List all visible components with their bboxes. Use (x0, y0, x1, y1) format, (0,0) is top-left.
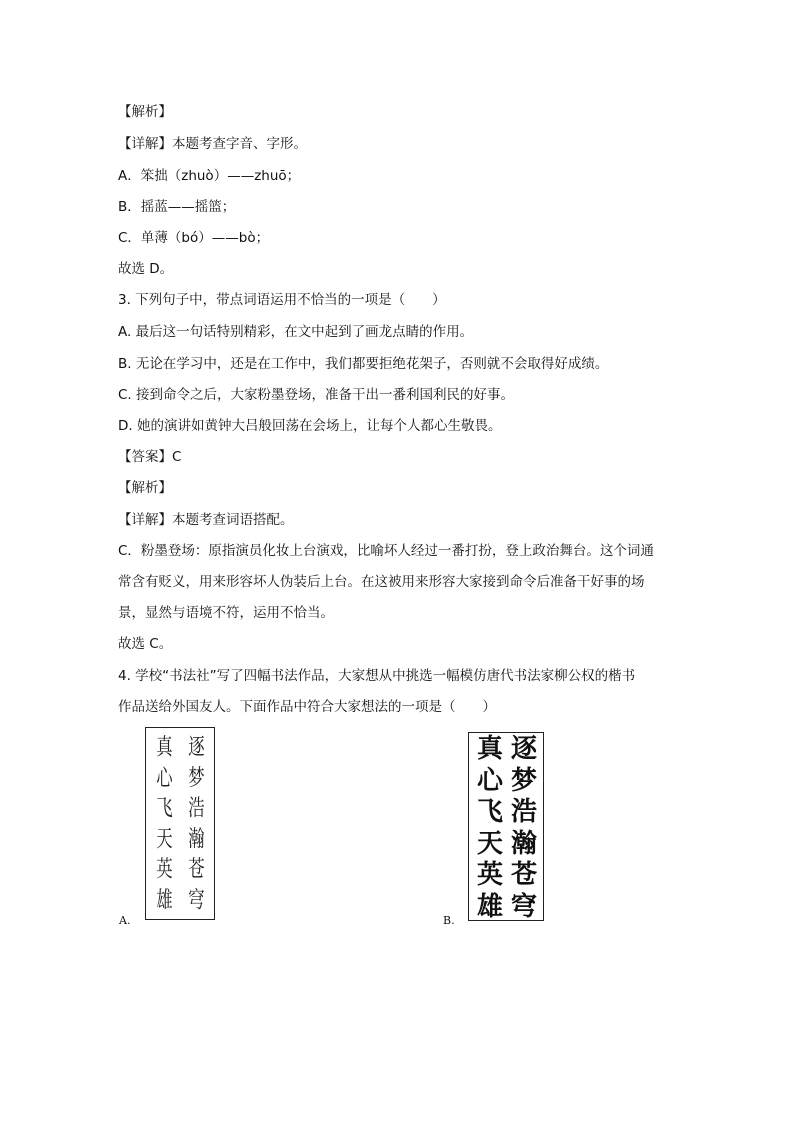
calligraphy-character: 飞 (155, 795, 173, 821)
question-3-option-b: B. 无论在学习中，还是在工作中，我们都要拒绝花架子，否则就不会取得好成绩。 (118, 356, 609, 372)
calligraphy-column-right (508, 734, 540, 923)
answer-line: 【答案】C (118, 449, 182, 465)
calligraphy-character: 穹 (510, 891, 537, 922)
detail-line: 【详解】本题考查字音、字形。 (118, 136, 307, 152)
calligraphy-character: 浩 (187, 795, 205, 821)
calligraphy-character: 逐 (510, 734, 537, 764)
calligraphy-character: 雄 (155, 886, 173, 913)
calligraphy-character: 心 (155, 764, 173, 791)
option-a-explanation: A．笨拙（zhuò）——zhuō； (118, 168, 301, 184)
calligraphy-character: 梦 (510, 765, 537, 796)
calligraphy-character: 真 (155, 734, 173, 760)
calligraphy-character: 心 (476, 765, 503, 796)
calligraphy-option-b-image (468, 732, 544, 921)
calligraphy-character: 梦 (187, 764, 205, 791)
calligraphy-character: 英 (476, 860, 503, 890)
calligraphy-character: 雄 (476, 891, 503, 922)
calligraphy-column-right (183, 732, 209, 915)
question-3-stem: 3. 下列句子中，带点词语运用不恰当的一项是（ ） (118, 292, 446, 308)
explanation-line: 常含有贬义，用来形容坏人伪装后上台。在这被用来形容大家接到命令后准备干好事的场 (118, 574, 645, 590)
analysis-heading: 【解析】 (118, 480, 172, 496)
question-4-stem-continued: 作品送给外国友人。下面作品中符合大家想法的一项是（ ） (118, 699, 496, 715)
question-3-option-c: C. 接到命令之后，大家粉墨登场，准备干出一番利国利民的好事。 (118, 387, 515, 403)
explanation-line: 景，显然与语境不符，运用不恰当。 (118, 605, 334, 621)
calligraphy-character: 瀚 (187, 825, 205, 852)
calligraphy-character: 英 (155, 856, 173, 882)
question-3-option-d: D. 她的演讲如黄钟大吕般回荡在会场上，让每个人都心生敬畏。 (118, 418, 502, 434)
option-b-label: B. (443, 914, 455, 927)
calligraphy-character: 天 (155, 825, 173, 852)
calligraphy-character: 苍 (510, 860, 537, 890)
analysis-heading: 【解析】 (118, 104, 172, 120)
calligraphy-character: 苍 (187, 856, 205, 882)
answer-conclusion: 故选 D。 (118, 261, 174, 277)
option-a-label: A. (119, 914, 131, 927)
question-3-option-a: A. 最后这一句话特别精彩，在文中起到了画龙点睛的作用。 (118, 324, 474, 340)
explanation-line: C．粉墨登场：原指演员化妆上台演戏，比喻坏人经过一番打扮，登上政治舞台。这个词通 (118, 543, 654, 559)
option-b-explanation: B．摇蓝——摇篮； (118, 199, 236, 215)
calligraphy-character: 浩 (510, 797, 537, 827)
question-4-stem: 4. 学校“书法社”写了四幅书法作品，大家想从中挑选一幅模仿唐代书法家柳公权的楷书 (118, 668, 636, 684)
calligraphy-character: 天 (476, 828, 503, 859)
calligraphy-column-left (151, 732, 177, 915)
calligraphy-character: 穹 (187, 886, 205, 913)
calligraphy-column-left (474, 734, 506, 923)
answer-conclusion: 故选 C。 (118, 636, 173, 652)
detail-line: 【详解】本题考查词语搭配。 (118, 512, 294, 528)
calligraphy-option-a-image (145, 727, 215, 920)
calligraphy-character: 真 (476, 734, 503, 764)
calligraphy-character: 飞 (476, 797, 503, 827)
option-c-explanation: C．单薄（bó）——bò； (118, 230, 270, 246)
calligraphy-character: 瀚 (510, 828, 537, 859)
calligraphy-character: 逐 (187, 734, 205, 760)
